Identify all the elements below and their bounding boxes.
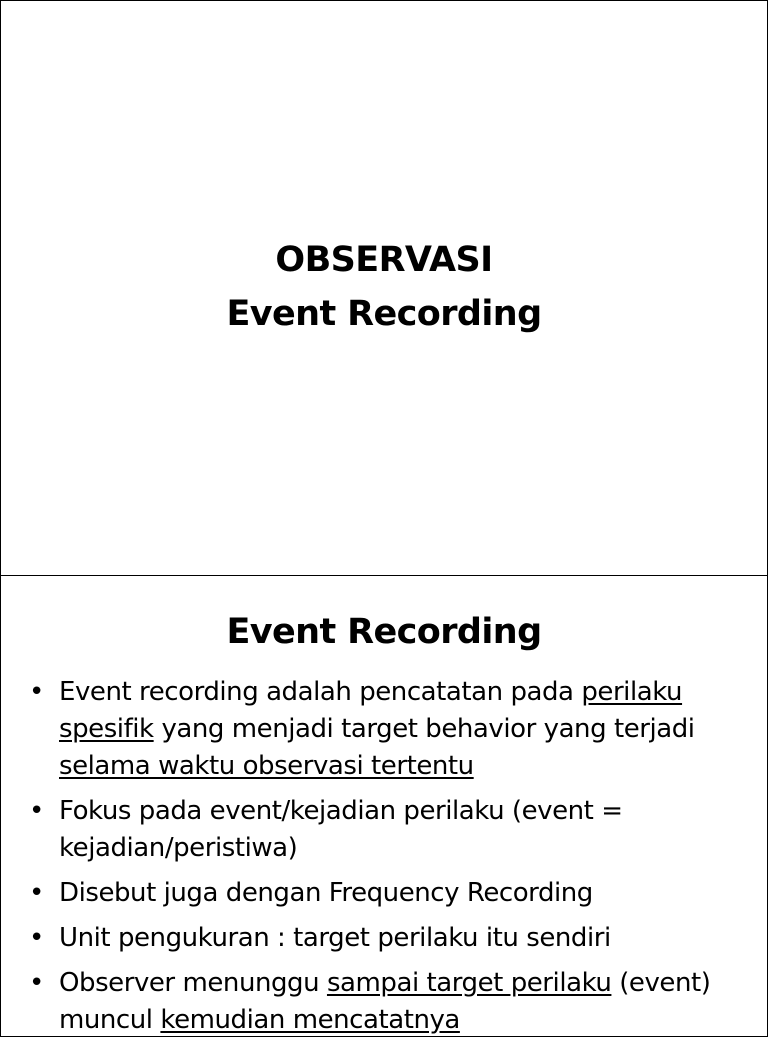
bullet-item-alias	[29, 875, 749, 912]
title-line-observasi: OBSERVASI	[275, 240, 493, 280]
bullet-dot-icon: •	[29, 968, 44, 998]
underlined-text: perilaku spesifik	[59, 677, 683, 744]
bullet-list	[29, 674, 749, 1037]
content-slide	[0, 575, 768, 1037]
bullet-text: Fokus pada event/kejadian perilaku (event = kejadian/peristiwa)	[59, 796, 623, 863]
title-line-event-recording: Event Recording	[226, 294, 542, 334]
bullet-dot-icon: •	[29, 923, 44, 953]
bullet-item-definition	[29, 674, 749, 785]
title-slide-heading	[1, 233, 767, 341]
bullet-text: yang menjadi target behavior yang terjadi	[153, 714, 695, 744]
underlined-text: sampai target perilaku	[326, 968, 612, 998]
bullet-text: Observer menunggu	[59, 968, 327, 998]
bullet-text: Disebut juga dengan Frequency Recording	[59, 878, 593, 908]
bullet-text: Event recording adalah pencatatan pada	[59, 677, 582, 707]
content-slide-title: Event Recording	[226, 612, 542, 652]
bullet-text: Unit pengukuran : target perilaku itu sendiri	[59, 923, 611, 953]
bullet-dot-icon: •	[29, 878, 44, 908]
bullet-item-observer	[29, 965, 749, 1037]
bullet-text: (event) muncul	[59, 968, 711, 1035]
underlined-text: selama waktu observasi tertentu	[59, 751, 474, 781]
bullet-item-unit	[29, 920, 749, 957]
underlined-text: kemudian mencatatnya	[160, 1005, 460, 1035]
bullet-dot-icon: •	[29, 796, 44, 826]
bullet-item-focus	[29, 793, 749, 867]
bullet-dot-icon: •	[29, 677, 44, 707]
